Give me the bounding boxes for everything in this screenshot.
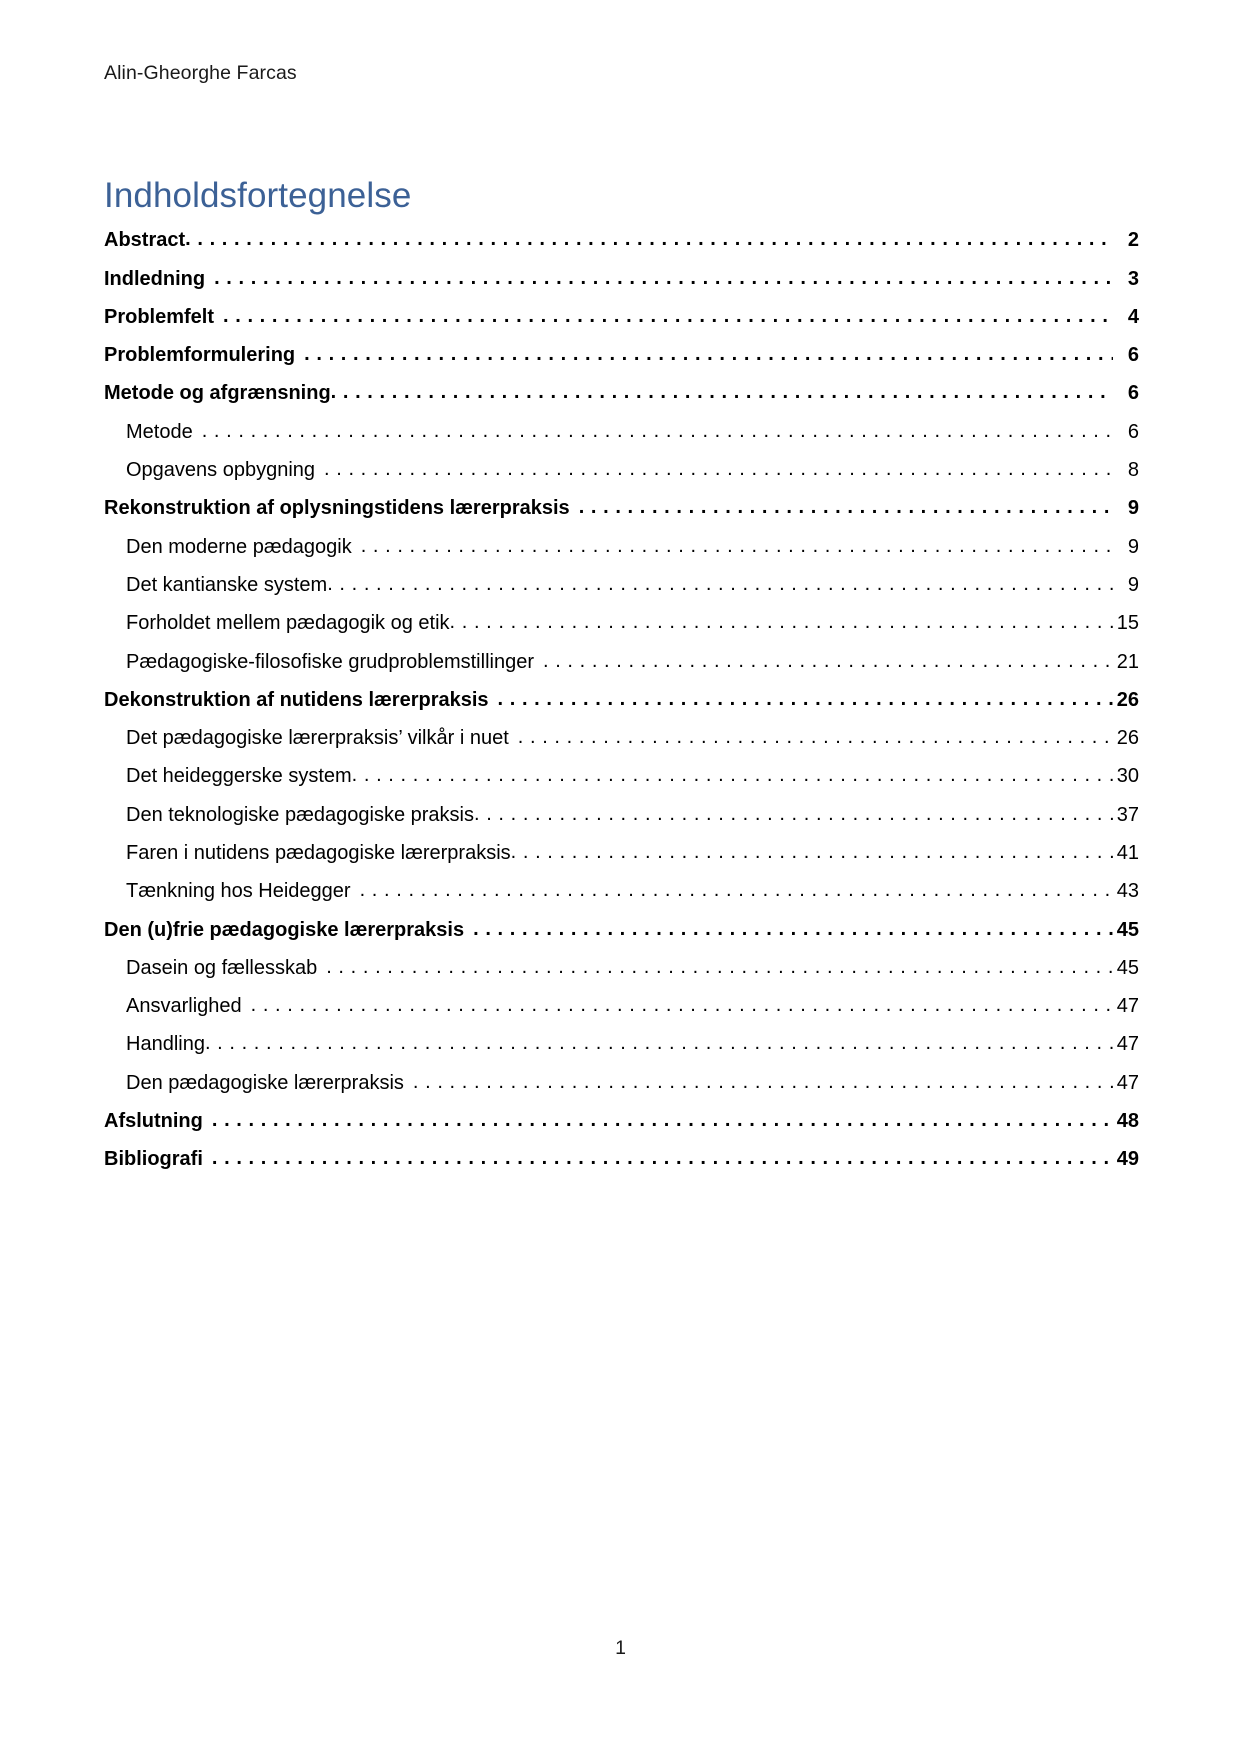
toc-entry-page-number: 3 [1127, 267, 1139, 290]
toc-entry-page-number: 8 [1127, 459, 1139, 482]
toc-entry-page-number: 45 [1116, 956, 1139, 979]
toc-entry-label: Den teknologiske pædagogiske praksis [126, 803, 474, 826]
toc-entry-page-number: 6 [1127, 420, 1139, 443]
toc-entry[interactable] [104, 267, 1139, 305]
toc-entry-page-number: 4 [1127, 305, 1139, 328]
toc-dot-leader [327, 572, 1113, 596]
toc-dot-leader [543, 649, 1113, 673]
toc-dot-leader [214, 266, 1113, 290]
toc-entry[interactable] [104, 650, 1139, 688]
toc-entry[interactable] [104, 956, 1139, 994]
toc-entry-page-number: 30 [1116, 765, 1139, 788]
toc-entry[interactable] [104, 764, 1139, 802]
toc-entry[interactable] [104, 726, 1139, 764]
toc-entry-page-number: 47 [1116, 995, 1139, 1018]
toc-entry-page-number: 37 [1116, 803, 1139, 826]
toc-entry[interactable] [104, 879, 1139, 917]
toc-dot-leader [212, 1146, 1113, 1170]
toc-entry[interactable] [104, 918, 1139, 956]
toc-entry-page-number: 43 [1116, 880, 1139, 903]
toc-entry-label: Indledning [104, 267, 206, 290]
toc-entry-label: Dekonstruktion af nutidens lærerpraksis [104, 688, 489, 711]
toc-dot-leader [474, 802, 1113, 826]
toc-dot-leader [413, 1070, 1113, 1094]
toc-dot-leader [223, 304, 1113, 328]
toc-entry-label: Dasein og fællesskab [126, 956, 318, 979]
toc-entry-label: Metode [126, 420, 193, 443]
toc-entry[interactable] [104, 611, 1139, 649]
toc-entry[interactable] [104, 381, 1139, 419]
toc-entry-list [104, 228, 1139, 1185]
toc-entry-label: Tænkning hos Heidegger [126, 880, 351, 903]
toc-entry[interactable] [104, 420, 1139, 458]
toc-dot-leader [326, 955, 1113, 979]
toc-entry-page-number: 6 [1127, 344, 1139, 367]
toc-entry[interactable] [104, 458, 1139, 496]
toc-entry-page-number: 9 [1127, 497, 1139, 520]
toc-entry[interactable] [104, 688, 1139, 726]
toc-entry[interactable] [104, 573, 1139, 611]
toc-entry-label: Abstract [104, 229, 186, 252]
toc-dot-leader [324, 457, 1113, 481]
toc-entry-page-number: 48 [1116, 1110, 1139, 1133]
toc-dot-leader [331, 380, 1113, 404]
toc-entry-page-number: 6 [1127, 382, 1139, 405]
toc-entry-label: Opgavens opbygning [126, 459, 316, 482]
toc-dot-leader [304, 342, 1113, 366]
table-of-contents [104, 176, 1139, 1186]
toc-entry-page-number: 45 [1116, 918, 1139, 941]
toc-entry-label: Den pædagogiske lærerpraksis [126, 1071, 404, 1094]
toc-entry-label: Metode og afgrænsning [104, 382, 331, 405]
toc-entry-label: Handling [126, 1033, 205, 1056]
toc-entry[interactable] [104, 343, 1139, 381]
toc-dot-leader [450, 610, 1113, 634]
toc-entry[interactable] [104, 1147, 1139, 1185]
toc-dot-leader [212, 1108, 1113, 1132]
toc-entry[interactable] [104, 1071, 1139, 1109]
toc-entry[interactable] [104, 535, 1139, 573]
toc-entry-label: Det kantianske system [126, 573, 328, 596]
toc-entry-page-number: 47 [1116, 1033, 1139, 1056]
toc-dot-leader [202, 419, 1113, 443]
page-number-footer: 1 [615, 1636, 626, 1659]
toc-dot-leader [361, 534, 1113, 558]
toc-entry-label: Faren i nutidens pædagogiske lærerpraksis [126, 842, 511, 864]
toc-entry[interactable] [104, 305, 1139, 343]
toc-entry-page-number: 26 [1116, 727, 1139, 750]
toc-entry-label: Bibliografi [104, 1148, 203, 1171]
toc-entry[interactable] [104, 803, 1139, 841]
toc-entry-label: Det heideggerske system [126, 765, 352, 788]
toc-entry[interactable] [104, 1109, 1139, 1147]
toc-entry[interactable] [104, 994, 1139, 1032]
running-header: Alin-Gheorghe Farcas [104, 62, 297, 84]
toc-entry-page-number: 47 [1116, 1071, 1139, 1094]
toc-entry-label: Problemfelt [104, 305, 215, 328]
toc-entry[interactable] [104, 1032, 1139, 1070]
toc-dot-leader [360, 878, 1113, 902]
toc-heading: Indholdsfortegnelse [104, 176, 412, 215]
toc-entry-page-number: 2 [1127, 229, 1139, 252]
toc-entry-label: Problemformulering [104, 344, 296, 367]
toc-dot-leader [518, 725, 1113, 749]
toc-entry-label: Forholdet mellem pædagogik og etik [126, 612, 450, 635]
toc-entry[interactable] [104, 841, 1139, 879]
toc-entry-page-number: 15 [1116, 612, 1139, 635]
toc-dot-leader [251, 993, 1113, 1017]
toc-entry-label: Pædagogiske-filosofiske grudproblemstillinger [126, 650, 534, 673]
toc-entry-page-number: 9 [1127, 535, 1139, 558]
toc-entry-page-number: 26 [1116, 688, 1139, 711]
toc-dot-leader [473, 917, 1113, 941]
toc-entry-label: Den (u)frie pædagogiske lærerpraksis [104, 918, 465, 941]
toc-entry-page-number: 21 [1116, 650, 1139, 673]
toc-entry-label: Den moderne pædagogik [126, 535, 352, 558]
toc-dot-leader [511, 840, 1113, 864]
toc-dot-leader [205, 1031, 1113, 1055]
toc-entry-label: Afslutning [104, 1110, 203, 1133]
toc-entry-page-number: 49 [1116, 1148, 1139, 1171]
toc-entry-label: Ansvarlighed [126, 995, 242, 1018]
toc-dot-leader [498, 687, 1113, 711]
toc-entry-label: Det pædagogiske lærerpraksis’ vilkår i nuet [126, 727, 509, 750]
toc-dot-leader [185, 227, 1113, 251]
toc-entry-label: Rekonstruktion af oplysningstidens lærerpraksis [104, 497, 570, 520]
toc-dot-leader [579, 495, 1113, 519]
toc-entry-page-number: 9 [1127, 573, 1139, 596]
toc-entry[interactable] [104, 228, 1139, 266]
toc-dot-leader [352, 763, 1113, 787]
toc-entry-page-number: 41 [1116, 842, 1139, 864]
toc-entry[interactable] [104, 496, 1139, 534]
